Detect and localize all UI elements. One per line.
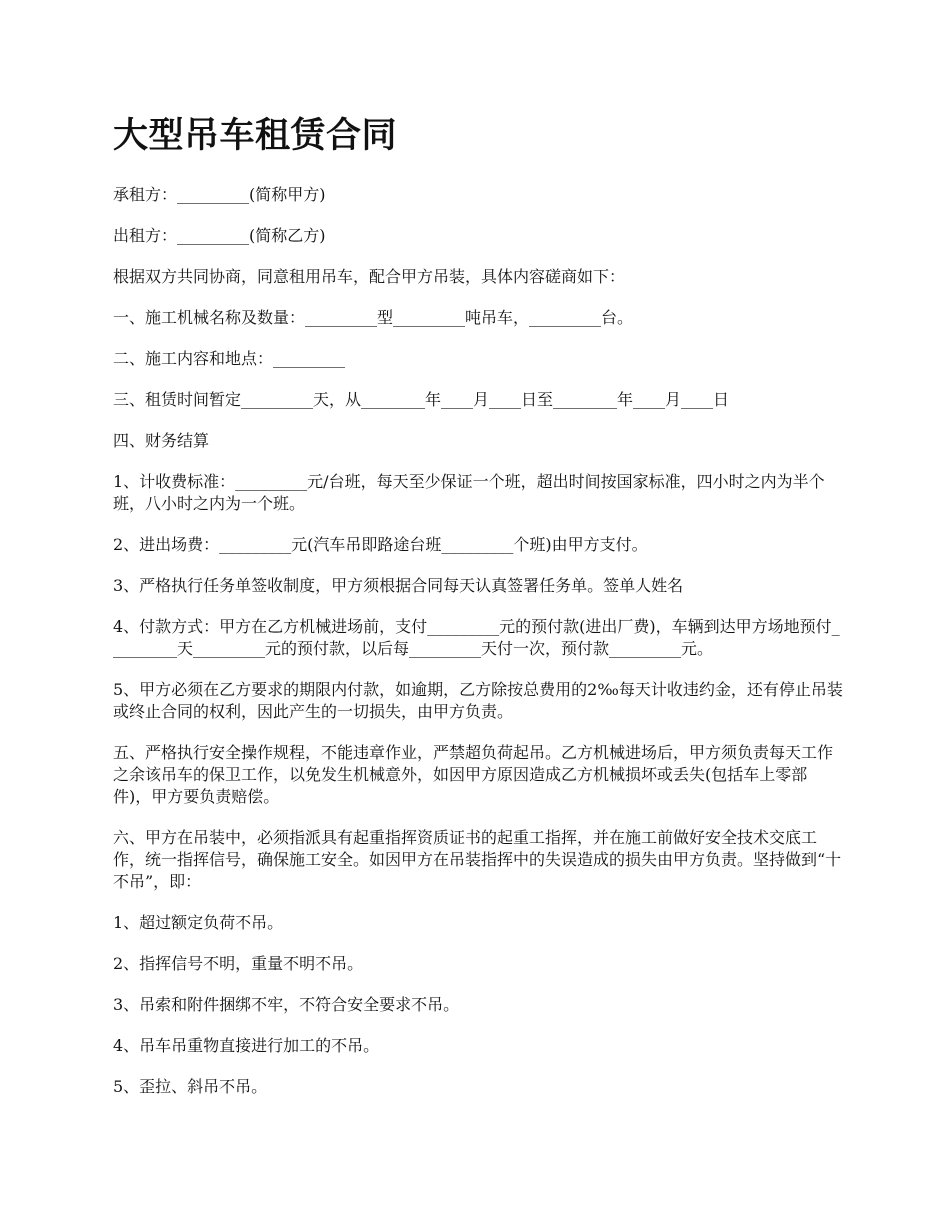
rule-item-3: 3、吊索和附件捆绑不牢，不符合安全要求不吊。 <box>113 995 460 1014</box>
rule-item-2: 2、指挥信号不明，重量不明不吊。 <box>113 954 364 973</box>
clause-6-command: 六、甲方在吊装中，必须指派具有起重指挥资质证书的起重工指挥，并在施工前做好安全技术交底工作，统一指挥信号，确保施工安全。如因甲方在吊装指挥中的失误造成的损失由甲方负责。坚持做到“十不吊”，即： <box>113 828 842 891</box>
clause-1-machinery: 一、施工机械名称及数量：_________型_________吨吊车，_________台。 <box>113 308 634 327</box>
rule-item-1: 1、超过额定负荷不吊。 <box>113 913 284 932</box>
document-title: 大型吊车租赁合同 <box>113 115 398 156</box>
clause-4-item-4: 4、付款方式：甲方在乙方机械进场前，支付_________元的预付款(进出厂费)，车辆到达甲方场地预付_________天_________元的预付款，以后每_________天付一次，预付款_________元。 <box>113 617 840 658</box>
clause-4-item-2: 2、进出场费：_________元(汽车吊即路途台班_________个班)由甲方支付。 <box>113 535 648 554</box>
lessor-line: 出租方：_________(简称乙方) <box>113 226 326 245</box>
preamble: 根据双方共同协商，同意租用吊车，配合甲方吊装，具体内容磋商如下： <box>113 267 626 286</box>
clause-4-item-3: 3、严格执行任务单签收制度，甲方须根据合同每天认真签署任务单。签单人姓名 <box>113 576 684 595</box>
clause-4-item-5: 5、甲方必须在乙方要求的期限内付款，如逾期，乙方除按总费用的2‰每天计收违约金，还有停止吊装或终止合同的权利，因此产生的一切损失，由甲方负责。 <box>113 680 843 721</box>
clause-4-heading: 四、财务结算 <box>113 431 210 450</box>
clause-4-item-1: 1、计收费标准：_________元/台班，每天至少保证一个班，超出时间按国家标准，四小时之内为半个班，八小时之内为一个班。 <box>113 472 825 513</box>
clause-2-location: 二、施工内容和地点：_________ <box>113 349 346 368</box>
clause-3-lease-term: 三、租赁时间暂定_________天，从________年____月____日至________年____月____日 <box>113 390 730 409</box>
clause-5-safety: 五、严格执行安全操作规程，不能违章作业，严禁超负荷起吊。乙方机械进场后，甲方须负责每天工作之余该吊车的保卫工作，以免发生机械意外，如因甲方原因造成乙方机械损坏或丢失(包括车上零部件)，甲方要负责赔偿。 <box>113 743 834 806</box>
lessee-line: 承租方：_________(简称甲方) <box>113 185 326 204</box>
rule-item-5: 5、歪拉、斜吊不吊。 <box>113 1077 268 1096</box>
rule-item-4: 4、吊车吊重物直接进行加工的不吊。 <box>113 1036 380 1055</box>
document-page <box>113 112 843 1117</box>
